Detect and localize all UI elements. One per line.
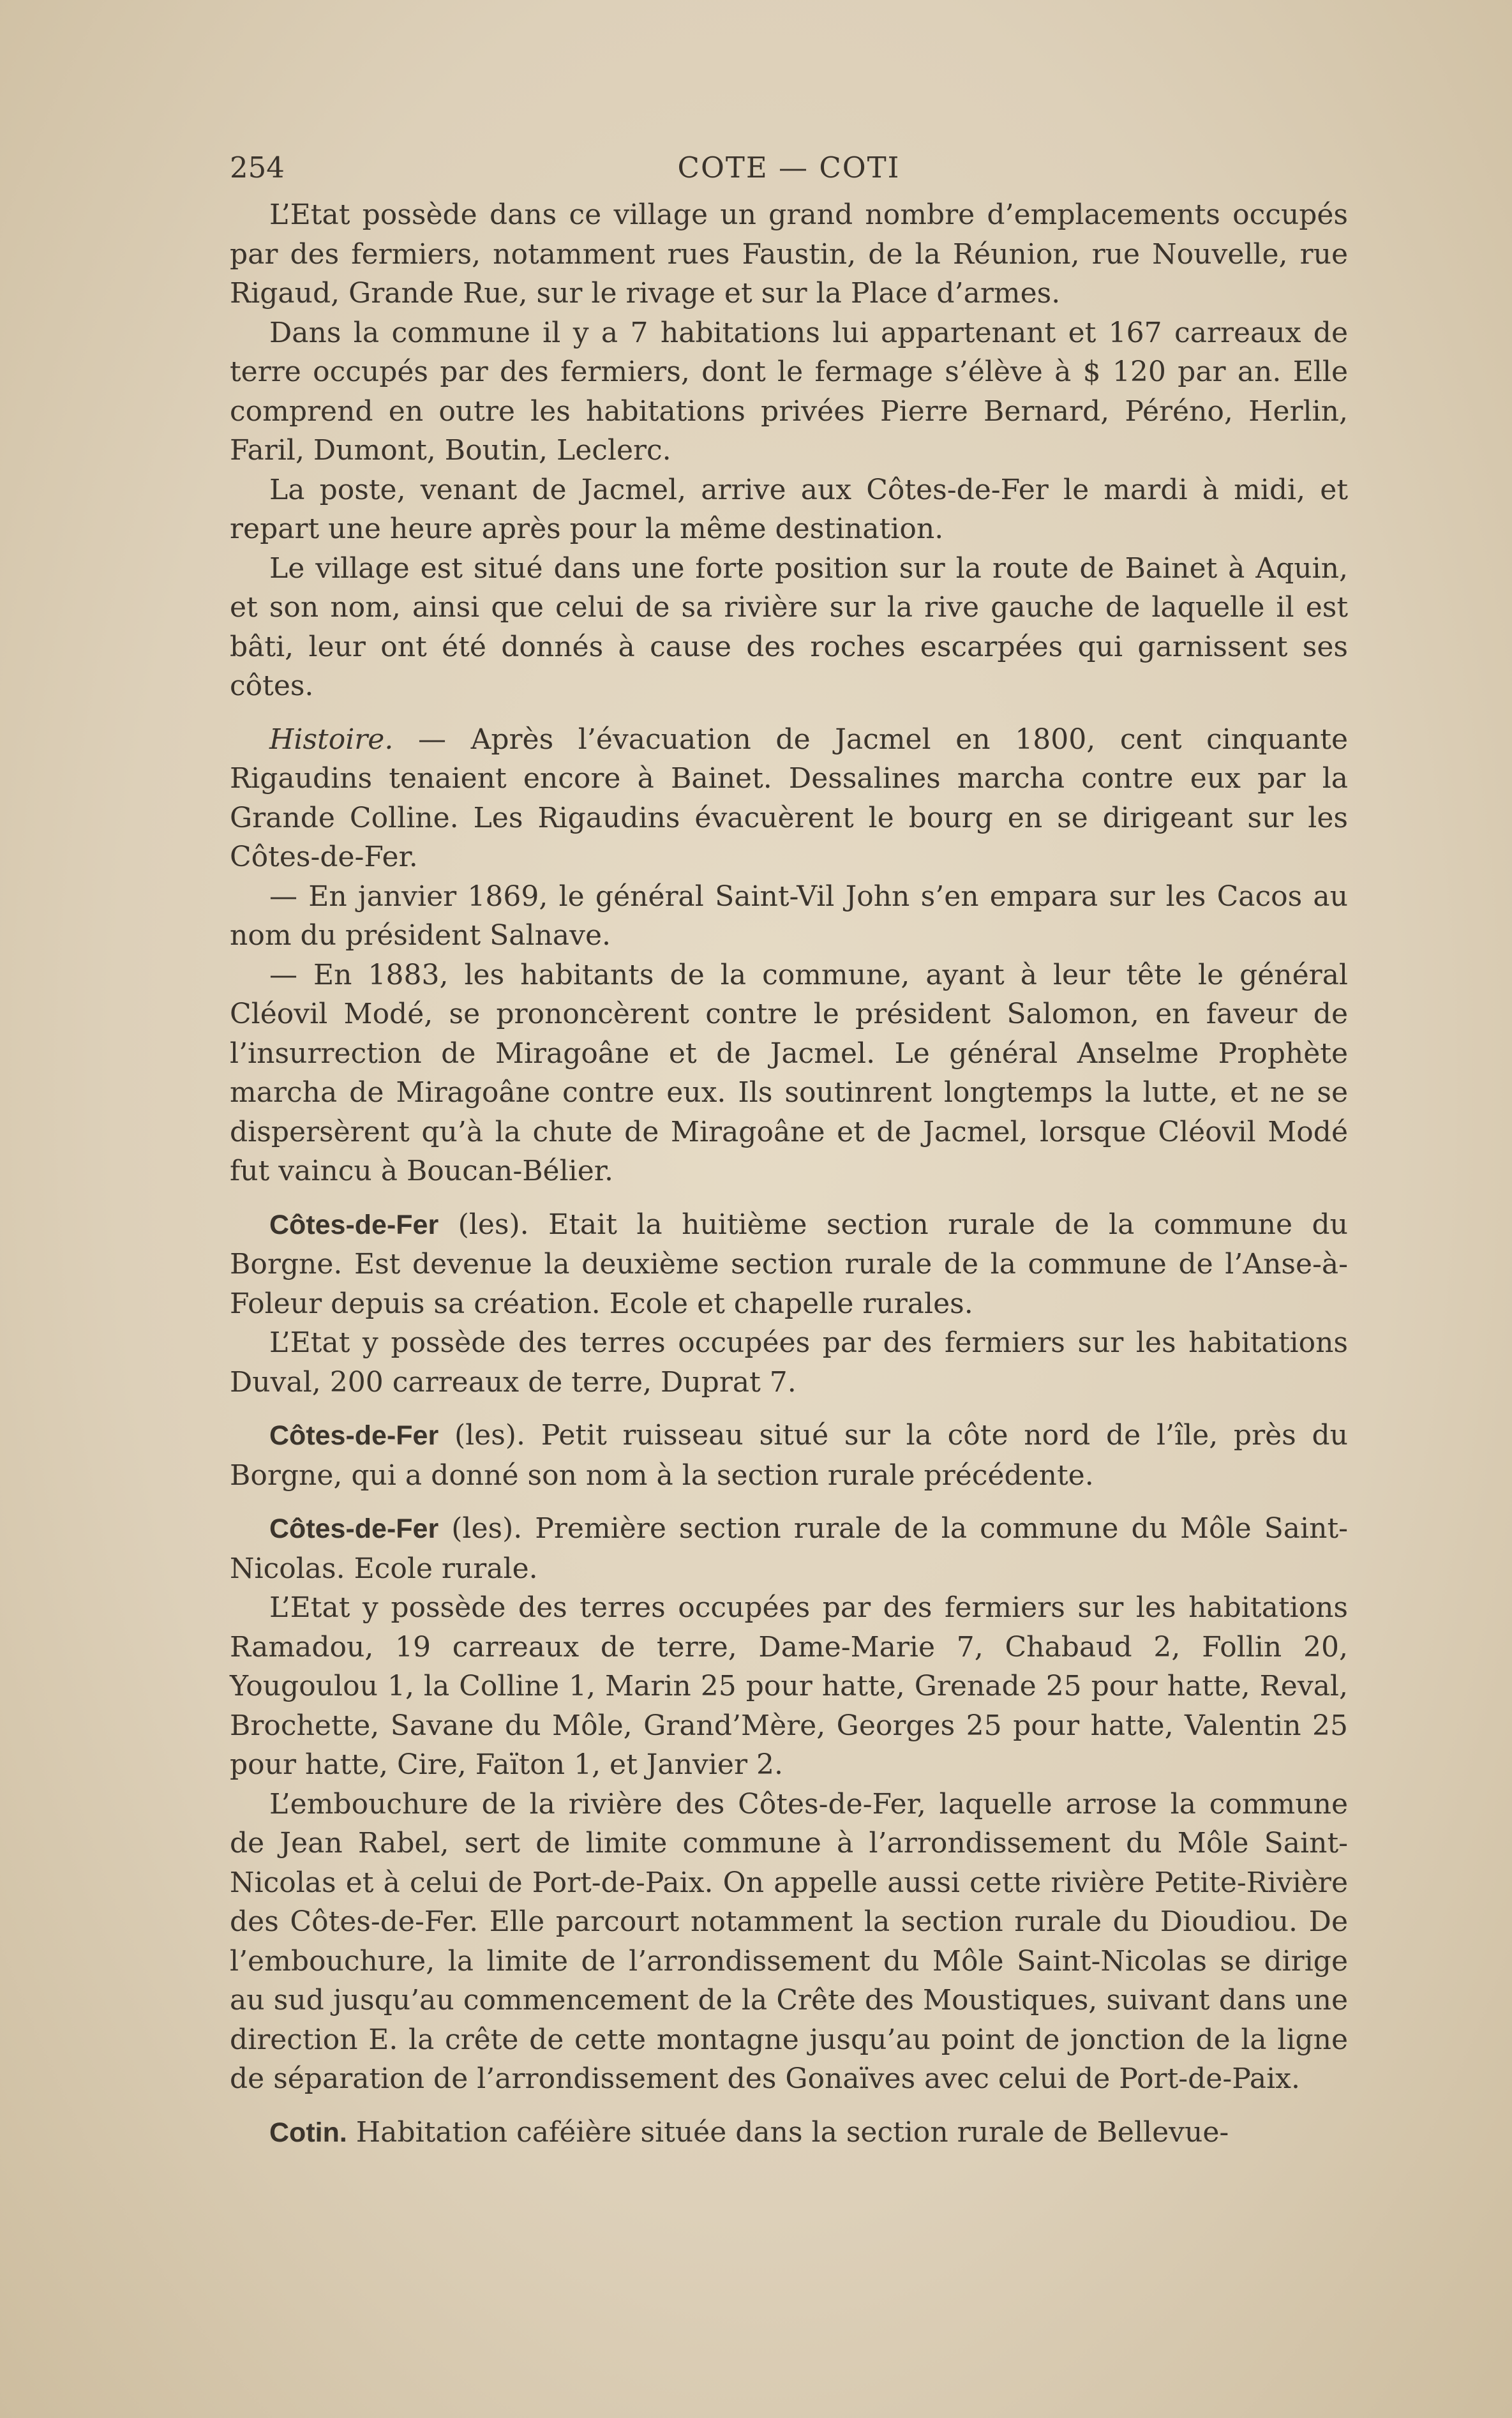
paragraph: La poste, venant de Jacmel, arrive aux Côtes-de-Fer le mardi à midi, et repart une heure après pour la même destination. bbox=[230, 473, 1348, 545]
running-title: COTE — COTI bbox=[677, 151, 901, 184]
paragraph: L’Etat y possède des terres occupées par des fermiers sur les habitations Duval, 200 carreaux de terre, Duprat 7. bbox=[230, 1326, 1348, 1399]
paragraph: Le village est situé dans une forte position sur la route de Bainet à Aquin, et son nom, ainsi que celui de sa rivière sur la rive gauche de laquelle il est bâti, leur ont été donnés à cause des roches escarpées qui garnissent ses côtes. bbox=[230, 552, 1348, 702]
entry-headword: Côtes-de-Fer bbox=[269, 1513, 439, 1544]
section-lead: Histoire. bbox=[269, 723, 394, 756]
paragraph: L’Etat possède dans ce village un grand nombre d’emplacements occupés par des fermiers, notamment rues Faustin, de la Réunion, rue Nouvelle, rue Rigaud, Grande Rue, sur le rivage et sur la Place d’armes. bbox=[230, 199, 1348, 310]
entry-paragraph: Côtes-de-Fer (les). Petit ruisseau situé sur la côte nord de l’île, près du Borgne, qui a donné son nom à la section rurale précédente. bbox=[230, 1419, 1348, 1492]
text-column bbox=[230, 151, 1348, 2152]
paragraph: — En janvier 1869, le général Saint-Vil John s’en empara sur les Cacos au nom du président Salnave. bbox=[230, 880, 1348, 952]
entry-headword: Côtes-de-Fer bbox=[269, 1420, 439, 1451]
entry-paragraph: Cotin. Habitation caféière située dans la section rurale de Bellevue- bbox=[269, 2115, 1229, 2149]
entry-paragraph: Côtes-de-Fer (les). Etait la huitième section rurale de la commune du Borgne. Est devenue la deuxième section rurale de la commune de l’Anse-à-Foleur depuis sa création. Ecole et chapelle rurales. bbox=[230, 1208, 1349, 1320]
entry-headword: Cotin. bbox=[269, 2117, 347, 2148]
paragraph: L’embouchure de la rivière des Côtes-de-Fer, laquelle arrose la commune de Jean Rabel, sert de limite commune à l’arrondissement du Môle Saint-Nicolas et à celui de Port-de-Paix. On appelle aussi cette rivière Petite-Rivière des Côtes-de-Fer. Elle parcourt notamment la section rurale du Dioudiou. De l’embouchure, la limite de l’arrondissement du Môle Saint-Nicolas se dirige au sud jusqu’au commencement de la Crête des Moustiques, suivant dans une direction E. la crête de cette montagne jusqu’au point de jonction de la ligne de séparation de l’arrondissement des Gonaïves avec celui de Port-de-Paix. bbox=[230, 1787, 1348, 2095]
paragraph: — En 1883, les habitants de la commune, ayant à leur tête le général Cléovil Modé, se prononcèrent contre le président Salomon, en faveur de l’insurrection de Miragoâne et de Jacmel. Le général Anselme Prophète marcha de Miragoâne contre eux. Ils soutinrent longtemps la lutte, et ne se dispersèrent qu’à la chute de Miragoâne et de Jacmel, lorsque Cléovil Modé fut vaincu à Boucan-Bélier. bbox=[230, 958, 1348, 1187]
entry-paragraph: Côtes-de-Fer (les). Première section rurale de la commune du Môle Saint-Nicolas. Ecole rurale. bbox=[230, 1512, 1348, 1585]
entry-headword: Côtes-de-Fer bbox=[269, 1209, 439, 1240]
paragraph: L’Etat y possède des terres occupées par des fermiers sur les habitations Ramadou, 19 carreaux de terre, Dame-Marie 7, Chabaud 2, Follin 20, Yougoulou 1, la Colline 1, Marin 25 pour hatte, Grenade 25 pour hatte, Reval, Brochette, Savane du Môle, Grand’Mère, Georges 25 pour hatte, Valentin 25 pour hatte, Cire, Faïton 1, et Janvier 2. bbox=[230, 1591, 1348, 1781]
paragraph-histoire: Histoire. — Après l’évacuation de Jacmel en 1800, cent cinquante Rigaudins tenaient encore à Bainet. Dessalines marcha contre eux par la Grande Colline. Les Rigaudins évacuèrent le bourg en se dirigeant sur les Côtes-de-Fer. bbox=[230, 723, 1348, 873]
running-header bbox=[230, 151, 1348, 195]
paragraph: Dans la commune il y a 7 habitations lui appartenant et 167 carreaux de terre occupés par des fermiers, dont le fermage s’élève à $ 120 par an. Elle comprend en outre les habitations privées Pierre Bernard, Péréno, Herlin, Faril, Dumont, Boutin, Leclerc. bbox=[230, 316, 1348, 467]
page-number: 254 bbox=[230, 151, 285, 184]
